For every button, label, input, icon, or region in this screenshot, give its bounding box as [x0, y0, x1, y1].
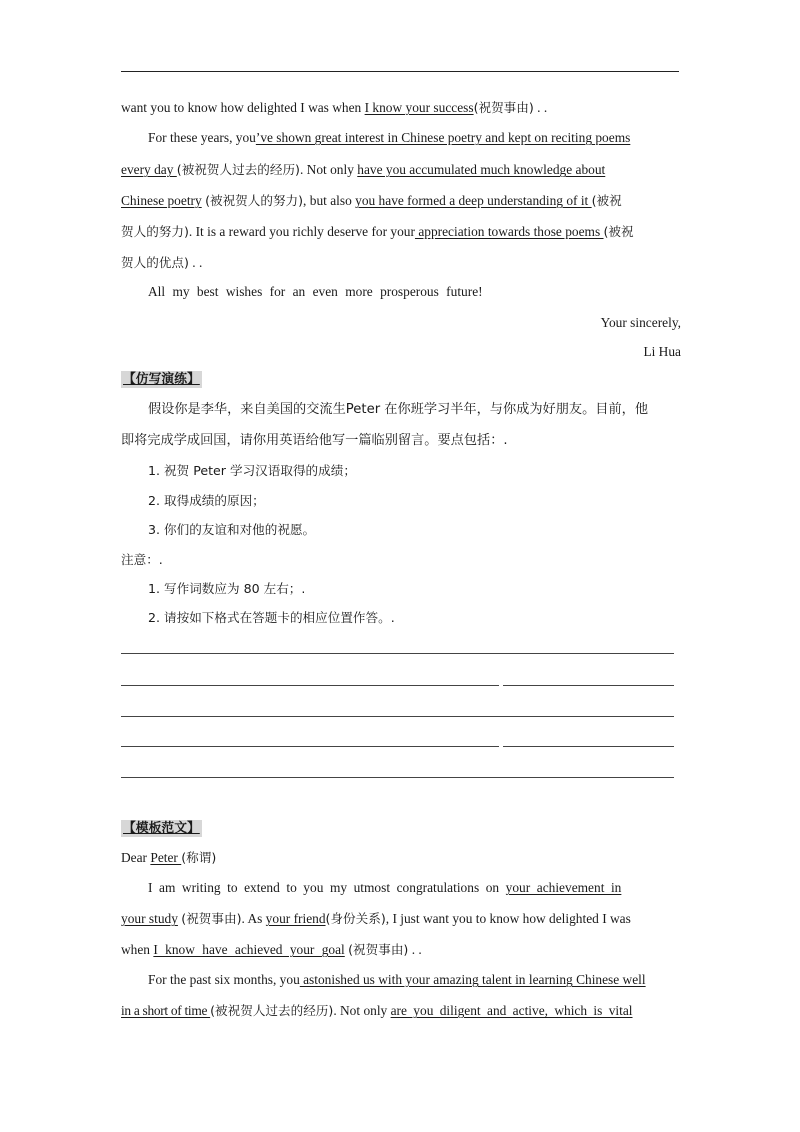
template-line-5: [121, 1001, 681, 1021]
annotation: (祝贺事由): [348, 942, 409, 957]
text: . .: [192, 255, 203, 270]
text: 假设你是李华，来自美国的交流生Peter 在你班学习半年，与你成为好朋友。目前，他: [148, 402, 649, 417]
text: , but also: [303, 193, 356, 208]
text: 2. 请按如下格式在答题卡的相应位置作答。.: [148, 610, 395, 625]
text: want you to know how delighted I was when: [121, 100, 365, 115]
top-divider: [121, 71, 679, 72]
text: . .: [537, 100, 548, 115]
note-label: [121, 550, 681, 570]
text: . As: [241, 911, 266, 926]
text: For these years, you: [148, 130, 256, 145]
template-heading: [121, 819, 202, 839]
annotation: (被祝贺人过去的经历): [176, 162, 300, 177]
note-2: [148, 608, 681, 628]
text: , I just want you to know how delighted I was: [385, 911, 631, 926]
text: when: [121, 942, 154, 957]
underlined-answer: Chinese poetry: [121, 193, 202, 208]
underlined-answer: your achievement in: [505, 880, 622, 895]
text: All my best wishes for an even more prosperous future!: [148, 284, 483, 299]
annotation: (祝贺事由): [181, 911, 242, 926]
annotation: 贺人的优点): [121, 255, 189, 270]
annotation: (称谓): [181, 850, 217, 865]
annotation: (被祝: [591, 193, 622, 208]
note-1: [148, 579, 681, 599]
practice-point-1: [148, 461, 681, 481]
answer-line-3[interactable]: [121, 716, 674, 717]
underlined-answer: ’ve shown great interest in Chinese poetry and kept on reciting poems: [255, 130, 631, 145]
practice-para-1: [148, 400, 681, 420]
text: . Not only: [299, 162, 358, 177]
underlined-answer: every day: [121, 162, 177, 177]
underlined-answer: your study: [121, 911, 178, 926]
letter-line-5: [121, 222, 681, 242]
practice-point-2: [148, 491, 681, 511]
annotation: (被祝贺人过去的经历): [210, 1003, 334, 1018]
underlined-answer: your friend: [265, 911, 326, 926]
template-salutation: [121, 848, 681, 868]
underlined-answer: appreciation towards those poems: [414, 224, 604, 239]
text: I am writing to extend to you my utmost congratulations on: [148, 880, 506, 895]
practice-para-2: [121, 431, 681, 451]
letter-line-7: [148, 282, 681, 302]
underlined-answer: I know have achieved your goal: [153, 942, 345, 957]
practice-heading: [121, 370, 202, 390]
underlined-answer: have you accumulated much knowledge about: [357, 162, 606, 177]
text: For the past six months, you: [148, 972, 300, 987]
text: . Not only: [333, 1003, 391, 1018]
text: 1. 祝贺 Peter 学习汉语取得的成绩；: [148, 463, 356, 478]
text: . .: [411, 942, 422, 957]
text: 3. 你们的友谊和对他的祝愿。: [148, 522, 316, 537]
letter-line-6: [121, 253, 681, 273]
letter-line-1: [121, 98, 681, 118]
letter-line-4: [121, 191, 681, 211]
closing-text: Your sincerely,: [600, 315, 681, 330]
underlined-answer: you have formed a deep understanding of it: [355, 193, 592, 208]
practice-point-3: [148, 520, 681, 540]
template-line-2: [121, 909, 681, 929]
underlined-answer: I know your success: [364, 100, 474, 115]
template-line-1: [148, 878, 681, 898]
template-line-4: [148, 970, 681, 990]
answer-line-5[interactable]: [121, 777, 674, 778]
letter-line-3: [121, 160, 681, 180]
annotation: (被祝贺人的努力): [205, 193, 304, 208]
text: 注意：.: [121, 552, 163, 567]
underlined-answer: Peter: [150, 850, 182, 865]
section-title: 【模板范文】: [123, 821, 200, 836]
underlined-answer: in a short of time: [121, 1003, 211, 1018]
underlined-answer: astonished us with your amazing talent in learning Chinese well: [299, 972, 646, 987]
signature: [121, 342, 681, 362]
signature-text: Li Hua: [643, 344, 681, 359]
annotation: (身份关系): [325, 911, 386, 926]
text: 2. 取得成绩的原因；: [148, 493, 265, 508]
template-line-3: [121, 940, 681, 960]
section-title: 【仿写演练】: [123, 372, 200, 387]
annotation: 贺人的努力): [121, 224, 189, 239]
annotation: (被祝: [603, 224, 634, 239]
answer-line-1[interactable]: [121, 653, 674, 654]
text: . It is a reward you richly deserve for your: [188, 224, 415, 239]
closing: [121, 313, 681, 333]
text: Dear: [121, 850, 151, 865]
letter-line-2: [148, 128, 681, 148]
annotation: (祝贺事由): [473, 100, 534, 115]
text: 1. 写作词数应为 80 左右；.: [148, 581, 306, 596]
text: 即将完成学成回国，请你用英语给他写一篇临别留言。要点包括：.: [121, 433, 508, 448]
underlined-answer: are you diligent and active, which is vital: [390, 1003, 633, 1018]
